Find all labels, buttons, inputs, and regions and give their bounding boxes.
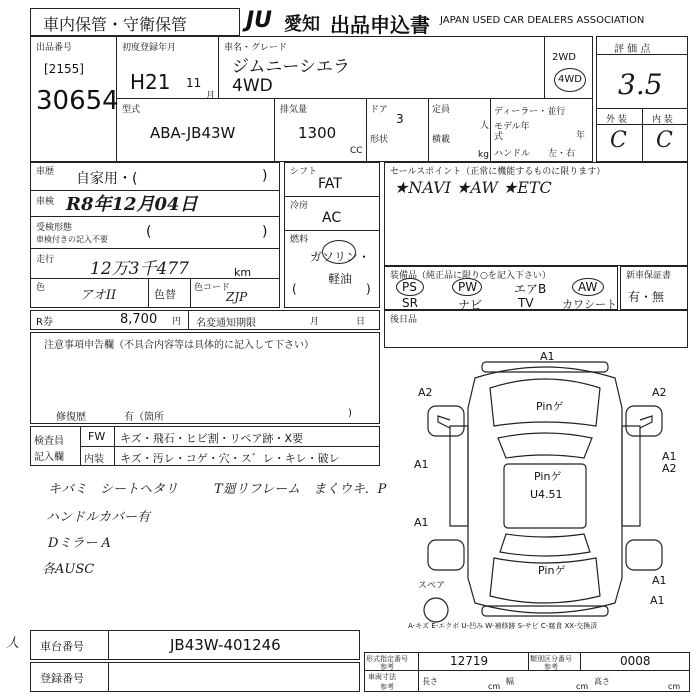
inspection-status-note: 車検付きの記入不要 — [36, 235, 108, 244]
chassis-value: JB43W-401246 — [170, 636, 281, 654]
spare-label: スペア — [418, 581, 446, 591]
note-hood: Pinゲ — [536, 400, 564, 413]
shift-label: シフト — [290, 167, 318, 177]
usage-label: 車歴 — [36, 167, 55, 177]
type-no-sub: 参考 — [380, 663, 394, 671]
model-year-label: モデル年式 — [494, 122, 530, 142]
aircon-value: AC — [322, 210, 342, 226]
form-title: 出品申込書 — [330, 13, 430, 37]
repair-label: 修復歴 — [56, 412, 86, 423]
repair-close: ) — [348, 408, 352, 419]
notes-label: 注意事項申告欄（不具合内容等は具体的に記入して下さい） — [44, 340, 314, 351]
int-text: キズ・汚レ・コゲ・穴・ス゛レ・キレ・破レ — [120, 452, 340, 465]
fuel-options: ガソリン・軽油 — [310, 250, 371, 286]
dims-length: 長さ — [422, 677, 438, 686]
hand-note-3: ハンドルカバー有 — [46, 510, 151, 525]
mark-side-right-2: A2 — [662, 462, 677, 475]
storage-label: 車内保管・守衛保管 — [43, 15, 188, 34]
color-change-label: 色替 — [154, 288, 176, 301]
after-label: 後日品 — [390, 315, 418, 325]
wheel-rear-right — [626, 540, 662, 570]
dims-sub: 参考 — [380, 683, 394, 691]
capacity-unit: 人 — [480, 121, 490, 131]
class-no-label: 類別区分番号 — [530, 655, 572, 663]
model-value: ABA-JB43W — [150, 124, 236, 142]
rear-bumper — [482, 606, 608, 616]
dims-height: 高さ — [594, 677, 610, 686]
car-grade: 4WD — [232, 76, 273, 96]
equip-ps: PS — [402, 280, 417, 294]
inspection-status-label: 受検形態 — [36, 223, 73, 233]
class-no-sub: 参考 — [544, 663, 558, 671]
mark-side-left: A1 — [414, 458, 429, 471]
lot-label: 出品番号 — [36, 43, 73, 53]
type-no-value: 12719 — [450, 654, 489, 668]
equip-aw: AW — [578, 280, 598, 294]
note-roof: Pinゲ — [534, 470, 562, 483]
ju-logo: JU — [246, 8, 273, 33]
warranty-options: 有・無 — [628, 290, 665, 304]
car-diagram — [400, 348, 690, 630]
capacity-label: 定員 — [432, 105, 451, 115]
selling-points-label: セールスポイント（正常に機能するものに限ります） — [390, 167, 606, 177]
association-name: JAPAN USED CAR DEALERS ASSOCIATION — [440, 15, 645, 26]
hand-note-4: Dミラー A — [48, 536, 111, 551]
dims-length-unit: cm — [488, 682, 501, 691]
exterior-grade: C — [610, 128, 627, 153]
chassis-mark: 人 — [6, 636, 20, 651]
shift-value: FAT — [318, 176, 342, 192]
inspector-label-2: 記入欄 — [34, 452, 64, 463]
handle-label: ハンドル — [494, 149, 531, 159]
drive-4wd: 4WD — [558, 74, 582, 85]
registration-month: 11 — [186, 76, 202, 90]
mark-front-bumper: A1 — [540, 350, 555, 363]
color-code-label: 色コード — [194, 283, 231, 293]
equip-tv: TV — [518, 296, 534, 310]
handle-side: 左・右 — [548, 149, 576, 159]
after-block — [384, 310, 688, 348]
inspection-status-open: ( — [146, 224, 152, 240]
equip-airbag: エアB — [514, 282, 547, 296]
equip-seat: カワシート — [562, 298, 617, 311]
mirror-left — [438, 416, 450, 428]
displacement-label: 排気量 — [280, 105, 308, 115]
exterior-label: 外 装 — [606, 115, 627, 125]
dims-height-unit: cm — [668, 682, 681, 691]
tax-label: 名変通知期限 — [196, 318, 256, 329]
mark-rear-left: A1 — [414, 516, 429, 529]
registration-month-unit: 月 — [206, 91, 216, 101]
equip-pw: PW — [458, 280, 478, 294]
inspection-value: R8年12月04日 — [66, 194, 198, 215]
org-name: 愛知 — [284, 14, 320, 35]
lot-number: 30654 — [36, 86, 119, 116]
int-label: 内装 — [84, 454, 104, 465]
car-windshield — [498, 433, 592, 458]
note-tailgate: Pinゲ — [538, 564, 566, 577]
wheel-front-left — [428, 406, 464, 436]
storage-box — [30, 8, 240, 36]
displacement-unit: CC — [350, 146, 363, 156]
tax-month: 月 — [310, 317, 320, 327]
equip-sr: SR — [402, 296, 418, 310]
dims-label: 車両寸法 — [368, 673, 396, 681]
hand-note-2: T廻リフレーム まくウキ．P — [214, 482, 387, 497]
type-no-label: 形式指定番号 — [366, 655, 408, 663]
spare-tire — [424, 598, 448, 622]
aircon-label: 冷房 — [290, 201, 309, 211]
dims-width-unit: cm — [576, 682, 589, 691]
mirror-right — [640, 416, 652, 428]
model-label: 型式 — [122, 105, 141, 115]
score-label: 評 価 点 — [614, 44, 651, 55]
class-no-value: 0008 — [620, 654, 651, 668]
interior-grade: C — [656, 128, 673, 153]
registration-year: H21 — [130, 70, 171, 94]
mark-side-right: A1 — [662, 450, 677, 463]
recycle-unit: 円 — [172, 317, 182, 327]
fuel-close: ) — [366, 282, 371, 296]
doors-value: 3 — [396, 112, 404, 126]
color-label: 色 — [36, 283, 46, 293]
shape-label: 形状 — [370, 135, 389, 145]
mark-front-left: A2 — [418, 386, 433, 399]
damage-legend: A-キズ E-エクボ U-凹み W-補修跡 S-サビ C-腐食 XX-交換済 — [408, 622, 598, 630]
interior-label: 内 装 — [652, 115, 673, 125]
recycle-label: R券 — [36, 317, 53, 328]
chassis-label: 車台番号 — [40, 640, 84, 653]
width-label: 横載 — [432, 135, 451, 145]
equip-navi: ナビ — [458, 298, 483, 312]
wheel-front-right — [626, 406, 662, 436]
mileage-unit: km — [234, 266, 252, 279]
car-door-left — [450, 426, 468, 526]
dealer-label: ディーラー・並行 — [494, 107, 566, 117]
car-door-right — [622, 426, 640, 526]
drive-2wd: 2WD — [552, 52, 576, 63]
fuel-open: ( — [292, 282, 297, 296]
registration-label: 初度登録年月 — [122, 43, 177, 53]
hand-note-1: キバミ シートヘタリ — [48, 482, 179, 497]
usage-value: 自家用・( — [76, 171, 138, 187]
color-value: アオII — [80, 288, 117, 303]
usage-close: ) — [262, 168, 268, 184]
score-value: 3.5 — [618, 68, 663, 101]
note-roof-dent: U4.51 — [530, 488, 563, 501]
inspection-status-close: ) — [262, 224, 268, 240]
lot-sub: [2155] — [44, 62, 84, 76]
fuel-label: 燃料 — [290, 235, 309, 245]
dims-width: 幅 — [506, 677, 514, 686]
mark-front-right: A2 — [652, 386, 667, 399]
kg-unit: kg — [478, 150, 489, 160]
car-name: ジムニーシエラ — [232, 57, 350, 77]
inspector-label: 検査員 — [34, 436, 64, 447]
doors-label: ドア — [370, 105, 388, 115]
mileage-value: 12万3千477 — [90, 259, 189, 279]
model-year-unit: 年 — [576, 131, 586, 141]
car-name-label: 車名・グレード — [224, 43, 288, 53]
hand-note-5: 各AUSC — [42, 562, 95, 577]
fw-label: FW — [88, 430, 106, 443]
wheel-rear-left — [428, 540, 464, 570]
equipment-label: 装備品（純正品に限り○を記入下さい） — [390, 271, 551, 281]
recycle-value: 8,700 — [120, 312, 158, 327]
repair-value: 有（箇所 — [124, 412, 164, 423]
car-rear-glass — [500, 534, 590, 556]
selling-points-value: ★NAVI ★AW ★ETC — [394, 178, 552, 197]
mileage-label: 走行 — [36, 255, 55, 265]
color-code-value: ZJP — [226, 290, 248, 304]
tax-day: 日 — [356, 317, 366, 327]
warranty-label: 新車保証書 — [626, 271, 672, 281]
mark-rear-right: A1 — [652, 574, 667, 587]
fw-text: キズ・飛石・ヒビ割・リペア跡・X要 — [120, 432, 304, 445]
plate-label: 登録番号 — [40, 672, 84, 685]
displacement-value: 1300 — [298, 124, 337, 142]
mark-rear-right-2: A1 — [650, 594, 665, 607]
inspection-label: 車検 — [36, 197, 55, 207]
